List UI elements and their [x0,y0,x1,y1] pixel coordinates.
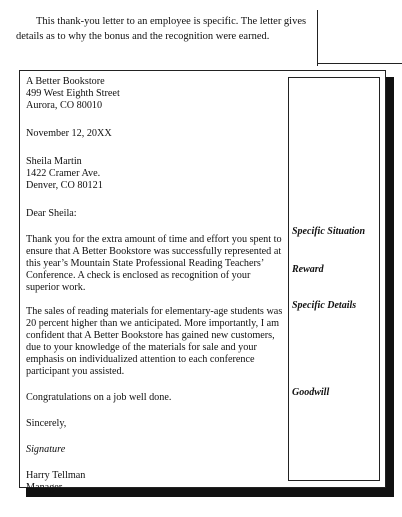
horizontal-rule [317,63,402,64]
paragraph-2: The sales of reading materials for elementary-age students was 20 percent higher than we anticipated. More importantly, I am confident that A Better Bookstore has gained new customers, due to your knowledge of the materials for sale and your emphasis on individualized attention to each conference participant you assisted. [26,306,283,377]
paragraph-1: Thank you for the extra amount of time and effort you spent to ensure that A Better Bookstore was successfully represented at this year’s Mountain State Professional Reading Teachers’ Conference. A check is enclosed as recognition of your superior work. [26,234,282,293]
vertical-rule [317,10,318,66]
letter-frame [19,70,386,493]
closing: Sincerely, [26,418,67,429]
letter-date: November 12, 20XX [26,128,112,139]
label-reward: Reward [292,264,324,275]
intro-text: This thank-you letter to an employee is specific. The letter gives details as to why the bonus and the recognition were earned. [16,16,307,42]
label-goodwill: Goodwill [292,387,330,398]
label-specific-details: Specific Details [292,300,357,311]
paragraph-3: Congratulations on a job well done. [26,392,172,403]
recipient-address: Sheila Martin 1422 Cramer Ave. Denver, CO 80121 [26,156,103,191]
signature-placeholder: Signature [26,444,66,455]
label-specific-situation: Specific Situation [292,226,366,237]
salutation: Dear Sheila: [26,208,77,219]
annotation-column [288,77,380,481]
letter-body [26,76,284,494]
sender-address: A Better Bookstore 499 West Eighth Street Aurora, CO 80010 [26,76,120,111]
signer-block: Harry Tellman Manager [26,470,86,493]
